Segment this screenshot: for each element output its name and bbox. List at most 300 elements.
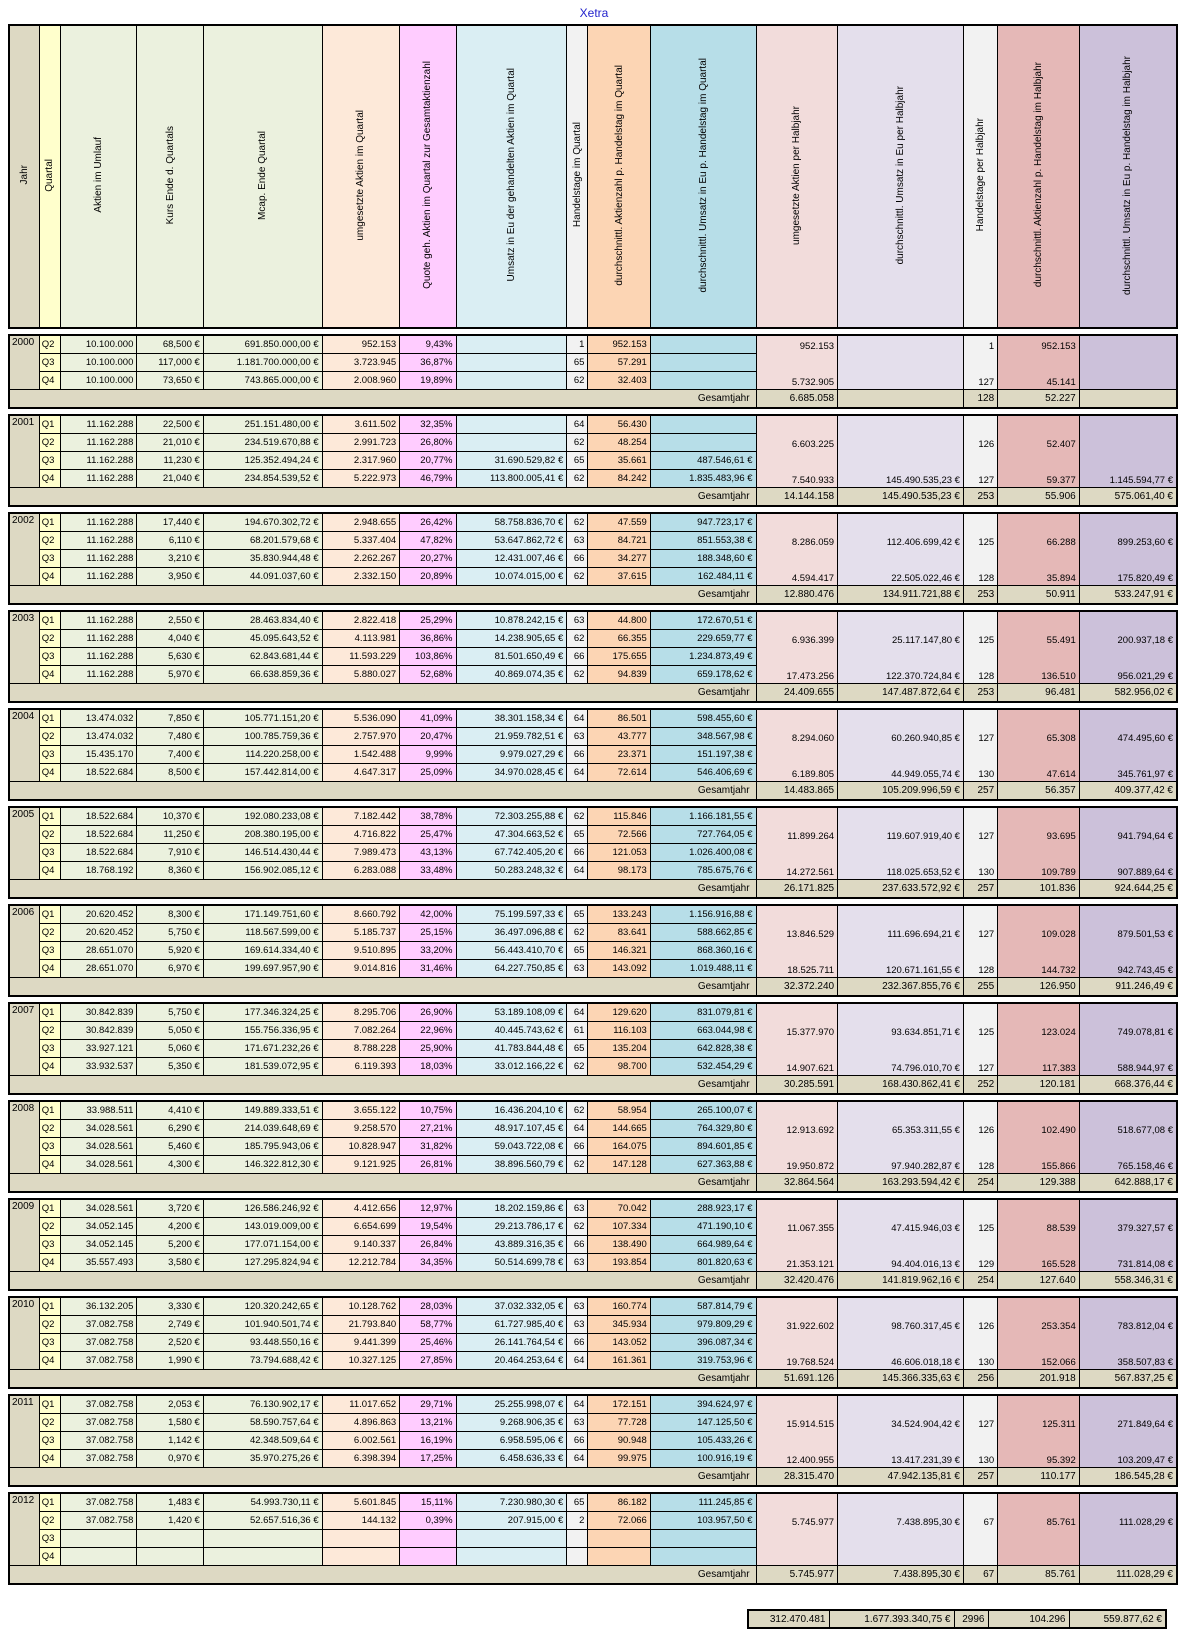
gesamtjahr-value: 253 — [963, 585, 997, 604]
cell: 193.854 — [588, 1253, 650, 1271]
cell: 143.052 — [588, 1333, 650, 1351]
cell: 47,82% — [400, 531, 456, 549]
grand-total-value: 312.470.481 — [748, 1610, 829, 1628]
column-header-label: durchschnittl. Umsatz in Eu per Halbjahr — [895, 85, 907, 265]
cell: 2,520 € — [137, 1333, 203, 1351]
cell: 664.989,64 € — [650, 1235, 756, 1253]
cell: 6.458.636,33 € — [456, 1449, 567, 1467]
cell: 37.082.758 — [60, 1449, 137, 1467]
gesamtjahr-value: 14.483.865 — [756, 781, 838, 800]
halfyear-cell-h1: 8.286.059 — [756, 513, 838, 549]
halfyear-cell-h1: 6.936.399 — [756, 611, 838, 647]
cell — [650, 1547, 756, 1565]
gesamtjahr-row-2010 — [9, 1369, 1177, 1388]
cell: 162.484,11 € — [650, 567, 756, 585]
quarter-row-2001-Q1 — [9, 415, 1177, 433]
quarter-label: Q1 — [39, 1395, 60, 1413]
halfyear-cell-h2: 907.889,64 € — [1079, 843, 1177, 879]
gesamtjahr-value: 253 — [963, 683, 997, 702]
cell: 192.080.233,08 € — [203, 807, 322, 825]
cell — [137, 1529, 203, 1547]
cell: 1,483 € — [137, 1493, 203, 1511]
cell: 29,71% — [400, 1395, 456, 1413]
cell: 7.082.264 — [322, 1021, 400, 1039]
cell: 3,950 € — [137, 567, 203, 585]
quarter-label: Q2 — [39, 727, 60, 745]
cell: 86.501 — [588, 709, 650, 727]
gesamtjahr-value: 14.144.158 — [756, 487, 838, 506]
quarter-row-2005-Q1 — [9, 807, 1177, 825]
grand-total-value: 559.877,62 € — [1069, 1610, 1166, 1628]
quarter-label: Q3 — [39, 549, 60, 567]
cell: 52,68% — [400, 665, 456, 683]
cell: 6,110 € — [137, 531, 203, 549]
column-header-4 — [203, 25, 322, 328]
halfyear-cell-h1: 65.308 — [998, 709, 1080, 745]
cell: 1.181.700.000,00 € — [203, 353, 322, 371]
cell: 6.398.394 — [322, 1449, 400, 1467]
cell: 99.975 — [588, 1449, 650, 1467]
cell — [456, 1547, 567, 1565]
cell: 9,43% — [400, 335, 456, 353]
quarter-label: Q2 — [39, 531, 60, 549]
cell: 30.842.839 — [60, 1021, 137, 1039]
halfyear-cell-h1 — [1079, 335, 1177, 353]
cell — [322, 1529, 400, 1547]
cell: 345.934 — [588, 1315, 650, 1333]
halfyear-cell-h2: 128 — [963, 1137, 997, 1173]
cell: 785.675,76 € — [650, 861, 756, 879]
halfyear-cell-h1: 6.603.225 — [756, 415, 838, 451]
halfyear-cell-h2 — [963, 1529, 997, 1565]
cell: 164.075 — [588, 1137, 650, 1155]
halfyear-cell-h2: 4.594.417 — [756, 549, 838, 585]
cell: 73.794.688,42 € — [203, 1351, 322, 1369]
cell: 3.723.945 — [322, 353, 400, 371]
cell: 35.830.944,48 € — [203, 549, 322, 567]
quarter-row-2000-Q2 — [9, 335, 1177, 353]
cell: 62 — [567, 371, 588, 389]
quarter-label: Q3 — [39, 1529, 60, 1547]
cell: 25,90% — [400, 1039, 456, 1057]
cell: 53.647.862,72 € — [456, 531, 567, 549]
gesamtjahr-value: 911.246,49 € — [1079, 977, 1177, 996]
column-header-label: Handelstage im Quartal — [571, 122, 583, 228]
cell: 57.291 — [588, 353, 650, 371]
cell: 10.100.000 — [60, 353, 137, 371]
cell: 11.162.288 — [60, 415, 137, 433]
halfyear-cell-h2: 1.145.594,77 € — [1079, 451, 1177, 487]
header-table — [8, 24, 1178, 329]
gesamtjahr-value: 32.864.564 — [756, 1173, 838, 1192]
cell: 151.197,38 € — [650, 745, 756, 763]
quarter-row-2011-Q3 — [9, 1431, 1177, 1449]
year-cell: 2010 — [9, 1297, 39, 1369]
cell: 26,80% — [400, 433, 456, 451]
cell: 65 — [567, 905, 588, 923]
cell: 66 — [567, 843, 588, 861]
cell: 25,29% — [400, 611, 456, 629]
cell: 62 — [567, 629, 588, 647]
cell: 25,15% — [400, 923, 456, 941]
cell: 10,370 € — [137, 807, 203, 825]
cell: 194.670.302,72 € — [203, 513, 322, 531]
gesamtjahr-value: 6.685.058 — [756, 389, 838, 408]
cell: 62 — [567, 1217, 588, 1235]
cell: 234.854.539,52 € — [203, 469, 322, 487]
cell: 947.723,17 € — [650, 513, 756, 531]
cell: 26,42% — [400, 513, 456, 531]
cell: 9.510.895 — [322, 941, 400, 959]
cell: 62 — [567, 665, 588, 683]
halfyear-cell-h2: 18.525.711 — [756, 941, 838, 977]
cell: 5,050 € — [137, 1021, 203, 1039]
cell: 801.820,63 € — [650, 1253, 756, 1271]
quarter-row-2003-Q3 — [9, 647, 1177, 665]
halfyear-cell-h1: 127 — [963, 1395, 997, 1431]
halfyear-cell-h1: 98.760.317,45 € — [838, 1297, 964, 1333]
quarter-row-2004-Q3 — [9, 745, 1177, 763]
halfyear-cell-h2: 14.907.621 — [756, 1039, 838, 1075]
halfyear-cell-h2: 13.417.231,39 € — [838, 1431, 964, 1467]
gesamtjahr-row-2003 — [9, 683, 1177, 702]
cell: 22,96% — [400, 1021, 456, 1039]
cell: 598.455,60 € — [650, 709, 756, 727]
cell: 144.665 — [588, 1119, 650, 1137]
halfyear-cell-h1: 518.677,08 € — [1079, 1101, 1177, 1137]
cell: 68,500 € — [137, 335, 203, 353]
year-block-2012 — [8, 1492, 1178, 1585]
gesamtjahr-value: 12.880.476 — [756, 585, 838, 604]
year-cell: 2005 — [9, 807, 39, 879]
cell: 143.019.009,00 € — [203, 1217, 322, 1235]
cell: 77.728 — [588, 1413, 650, 1431]
cell — [456, 371, 567, 389]
halfyear-cell-h2: 46.606.018,18 € — [838, 1333, 964, 1369]
cell: 11.162.288 — [60, 665, 137, 683]
gesamtjahr-label: Gesamtjahr — [9, 1271, 756, 1290]
halfyear-cell-h1: 952.153 — [998, 335, 1080, 353]
quarter-label: Q3 — [39, 941, 60, 959]
cell: 161.361 — [588, 1351, 650, 1369]
cell — [456, 415, 567, 433]
gesamtjahr-label: Gesamtjahr — [9, 1565, 756, 1584]
cell: 118.567.599,00 € — [203, 923, 322, 941]
halfyear-cell-h2: 44.949.055,74 € — [838, 745, 964, 781]
cell: 9.268.906,35 € — [456, 1413, 567, 1431]
gesamtjahr-value: 96.481 — [998, 683, 1080, 702]
halfyear-cell-h1: 126 — [963, 1297, 997, 1333]
cell: 64 — [567, 763, 588, 781]
year-cell: 2012 — [9, 1493, 39, 1565]
cell: 4,200 € — [137, 1217, 203, 1235]
cell: 9.014.816 — [322, 959, 400, 977]
cell: 2.317.960 — [322, 451, 400, 469]
cell: 691.850.000,00 € — [203, 335, 322, 353]
column-header-14 — [998, 25, 1080, 328]
cell: 952.153 — [322, 335, 400, 353]
gesamtjahr-value: 67 — [963, 1565, 997, 1584]
cell: 5.601.845 — [322, 1493, 400, 1511]
cell: 52.657.516,36 € — [203, 1511, 322, 1529]
column-header-label: umgesetzte Aktien per Halbjahr — [791, 105, 803, 245]
cell: 4.647.317 — [322, 763, 400, 781]
cell: 62 — [567, 923, 588, 941]
quarter-label: Q1 — [39, 807, 60, 825]
column-header-label: Jahr — [18, 165, 30, 185]
cell — [60, 1529, 137, 1547]
quarter-row-2011-Q1 — [9, 1395, 1177, 1413]
quarter-label: Q4 — [39, 371, 60, 389]
quarter-label: Q3 — [39, 745, 60, 763]
gesamtjahr-label: Gesamtjahr — [9, 1369, 756, 1388]
column-header-11 — [756, 25, 838, 328]
cell — [588, 1547, 650, 1565]
quarter-label: Q3 — [39, 353, 60, 371]
halfyear-cell-h2: 765.158,46 € — [1079, 1137, 1177, 1173]
cell: 2,550 € — [137, 611, 203, 629]
gesamtjahr-value: 668.376,44 € — [1079, 1075, 1177, 1094]
halfyear-cell-h1: 15.377.970 — [756, 1003, 838, 1039]
cell: 979.809,29 € — [650, 1315, 756, 1333]
gesamtjahr-value: 120.181 — [998, 1075, 1080, 1094]
column-header-label: durchschnittl. Aktienzahl p. Handelstag im Halbjahr — [1032, 62, 1044, 288]
quarter-label: Q2 — [39, 825, 60, 843]
cell: 32.403 — [588, 371, 650, 389]
halfyear-cell-h2: 95.392 — [998, 1431, 1080, 1467]
halfyear-cell-h2: 122.370.724,84 € — [838, 647, 964, 683]
cell: 143.092 — [588, 959, 650, 977]
cell: 63 — [567, 959, 588, 977]
quarter-label: Q3 — [39, 647, 60, 665]
cell: 5,750 € — [137, 1003, 203, 1021]
halfyear-cell-h2: 588.944,97 € — [1079, 1039, 1177, 1075]
cell: 6.958.595,06 € — [456, 1431, 567, 1449]
gesamtjahr-value: 32.420.476 — [756, 1271, 838, 1290]
quarter-row-2007-Q3 — [9, 1039, 1177, 1057]
cell: 20.620.452 — [60, 905, 137, 923]
cell: 48.917.107,45 € — [456, 1119, 567, 1137]
cell: 546.406,69 € — [650, 763, 756, 781]
cell: 7,850 € — [137, 709, 203, 727]
column-header-label: Quote geh. Aktien im Quartal zur Gesamtaktienzahl — [422, 61, 434, 289]
halfyear-cell-h2: 19.768.524 — [756, 1333, 838, 1369]
halfyear-cell-h1: 879.501,53 € — [1079, 905, 1177, 941]
cell: 35.557.493 — [60, 1253, 137, 1271]
gesamtjahr-value: 52.227 — [998, 389, 1080, 408]
halfyear-cell-h2: 19.950.872 — [756, 1137, 838, 1173]
cell: 37.082.758 — [60, 1315, 137, 1333]
year-block-2007 — [8, 1002, 1178, 1095]
halfyear-cell-h1: 47.415.946,03 € — [838, 1199, 964, 1235]
grand-total-value: 104.296 — [988, 1610, 1069, 1628]
cell: 72.566 — [588, 825, 650, 843]
cell: 894.601,85 € — [650, 1137, 756, 1155]
halfyear-cell-h1: 119.607.919,40 € — [838, 807, 964, 843]
quarter-label: Q2 — [39, 1315, 60, 1333]
cell: 23.371 — [588, 745, 650, 763]
halfyear-cell-h1: 7.438.895,30 € — [838, 1493, 964, 1529]
gesamtjahr-value: 47.942.135,81 € — [838, 1467, 964, 1486]
cell: 5.222.973 — [322, 469, 400, 487]
cell: 62 — [567, 1155, 588, 1173]
cell: 62.843.681,44 € — [203, 647, 322, 665]
cell: 160.774 — [588, 1297, 650, 1315]
gesamtjahr-value — [838, 389, 964, 408]
year-block-2006 — [8, 904, 1178, 997]
cell — [650, 415, 756, 433]
year-block-2001 — [8, 414, 1178, 507]
cell: 21,040 € — [137, 469, 203, 487]
cell: 5.337.404 — [322, 531, 400, 549]
quarter-label: Q4 — [39, 1351, 60, 1369]
cell: 3,330 € — [137, 1297, 203, 1315]
quarter-row-2012-Q1 — [9, 1493, 1177, 1511]
cell: 8.295.706 — [322, 1003, 400, 1021]
column-header-label: umgesetzte Aktien im Quartal — [355, 109, 367, 241]
halfyear-cell-h2: 345.761,97 € — [1079, 745, 1177, 781]
halfyear-cell-h2: 128 — [963, 941, 997, 977]
cell: 5,060 € — [137, 1039, 203, 1057]
column-header-1 — [39, 25, 60, 328]
gesamtjahr-value: 50.911 — [998, 585, 1080, 604]
cell: 103,86% — [400, 647, 456, 665]
cell: 9.258.570 — [322, 1119, 400, 1137]
halfyear-cell-h2: 59.377 — [998, 451, 1080, 487]
cell: 851.553,38 € — [650, 531, 756, 549]
quarter-label: Q3 — [39, 1333, 60, 1351]
cell: 1.835.483,96 € — [650, 469, 756, 487]
cell: 34.052.145 — [60, 1235, 137, 1253]
cell — [588, 1529, 650, 1547]
gesamtjahr-label: Gesamtjahr — [9, 879, 756, 898]
cell: 133.243 — [588, 905, 650, 923]
gesamtjahr-row-2005 — [9, 879, 1177, 898]
halfyear-cell-h1: 31.922.602 — [756, 1297, 838, 1333]
year-cell: 2003 — [9, 611, 39, 683]
halfyear-cell-h2 — [838, 1529, 964, 1565]
halfyear-cell-h1: 25.117.147,80 € — [838, 611, 964, 647]
gesamtjahr-value: 24.409.655 — [756, 683, 838, 702]
cell: 62 — [567, 1057, 588, 1075]
gesamtjahr-value: 232.367.855,76 € — [838, 977, 964, 996]
cell: 169.614.334,40 € — [203, 941, 322, 959]
halfyear-cell-h1: 253.354 — [998, 1297, 1080, 1333]
quarter-label: Q1 — [39, 1297, 60, 1315]
cell: 41.783.844,48 € — [456, 1039, 567, 1057]
cell: 4,410 € — [137, 1101, 203, 1119]
cell: 16.436.204,10 € — [456, 1101, 567, 1119]
quarter-label: Q4 — [39, 567, 60, 585]
quarter-row-2003-Q1 — [9, 611, 1177, 629]
halfyear-cell-h1: 123.024 — [998, 1003, 1080, 1039]
cell: 532.454,29 € — [650, 1057, 756, 1075]
halfyear-cell-h2: 130 — [963, 1333, 997, 1369]
cell: 10.128.762 — [322, 1297, 400, 1315]
quarter-label: Q4 — [39, 1057, 60, 1075]
cell: 64 — [567, 1351, 588, 1369]
cell: 5,200 € — [137, 1235, 203, 1253]
gesamtjahr-value: 56.357 — [998, 781, 1080, 800]
halfyear-cell-h1: 271.849,64 € — [1079, 1395, 1177, 1431]
cell: 11.162.288 — [60, 647, 137, 665]
gesamtjahr-value: 51.691.126 — [756, 1369, 838, 1388]
cell: 147.128 — [588, 1155, 650, 1173]
cell: 1,142 € — [137, 1431, 203, 1449]
year-block-2002 — [8, 512, 1178, 605]
gesamtjahr-value: 128 — [963, 389, 997, 408]
halfyear-cell-h1: 126 — [963, 415, 997, 451]
cell: 58,77% — [400, 1315, 456, 1333]
cell: 11,250 € — [137, 825, 203, 843]
halfyear-cell-h2: 127 — [963, 353, 997, 389]
column-header-6 — [400, 25, 456, 328]
cell: 177.346.324,25 € — [203, 1003, 322, 1021]
cell: 7,480 € — [137, 727, 203, 745]
cell: 98.700 — [588, 1057, 650, 1075]
cell: 11,230 € — [137, 451, 203, 469]
cell: 64 — [567, 709, 588, 727]
cell: 251.151.480,00 € — [203, 415, 322, 433]
gesamtjahr-label: Gesamtjahr — [9, 781, 756, 800]
cell: 65 — [567, 941, 588, 959]
cell: 5.880.027 — [322, 665, 400, 683]
cell: 64 — [567, 1003, 588, 1021]
cell: 172.670,51 € — [650, 611, 756, 629]
gesamtjahr-label: Gesamtjahr — [9, 683, 756, 702]
cell: 65 — [567, 1039, 588, 1057]
halfyear-cell-h2: 45.141 — [998, 353, 1080, 389]
cell: 5.185.737 — [322, 923, 400, 941]
cell: 66 — [567, 745, 588, 763]
gesamtjahr-row-2009 — [9, 1271, 1177, 1290]
cell — [456, 335, 567, 353]
year-block-2010 — [8, 1296, 1178, 1389]
gesamtjahr-value: 55.906 — [998, 487, 1080, 506]
cell: 66 — [567, 1137, 588, 1155]
halfyear-cell-h2: 35.894 — [998, 549, 1080, 585]
quarter-label: Q3 — [39, 1137, 60, 1155]
cell — [456, 353, 567, 371]
cell: 25,09% — [400, 763, 456, 781]
cell: 394.624,97 € — [650, 1395, 756, 1413]
halfyear-cell-h1: 112.406.699,42 € — [838, 513, 964, 549]
year-block-2011 — [8, 1394, 1178, 1487]
column-header-label: Aktien im Umlauf — [93, 137, 105, 213]
cell: 30.842.839 — [60, 1003, 137, 1021]
cell: 66 — [567, 1333, 588, 1351]
halfyear-cell-h1: 12.913.692 — [756, 1101, 838, 1137]
cell: 58.758.836,70 € — [456, 513, 567, 531]
cell: 26,84% — [400, 1235, 456, 1253]
cell: 11.162.288 — [60, 513, 137, 531]
cell: 25,46% — [400, 1333, 456, 1351]
gesamtjahr-value: 257 — [963, 1467, 997, 1486]
cell: 120.320.242,65 € — [203, 1297, 322, 1315]
gesamtjahr-value: 254 — [963, 1173, 997, 1192]
quarter-row-2007-Q1 — [9, 1003, 1177, 1021]
quarter-label: Q4 — [39, 469, 60, 487]
cell: 199.697.957,90 € — [203, 959, 322, 977]
cell — [650, 335, 756, 353]
cell: 44.800 — [588, 611, 650, 629]
gesamtjahr-value: 32.372.240 — [756, 977, 838, 996]
cell: 14.238.905,65 € — [456, 629, 567, 647]
cell: 5,970 € — [137, 665, 203, 683]
gesamtjahr-value: 558.346,31 € — [1079, 1271, 1177, 1290]
cell: 33.932.537 — [60, 1057, 137, 1075]
gesamtjahr-label: Gesamtjahr — [9, 1467, 756, 1486]
